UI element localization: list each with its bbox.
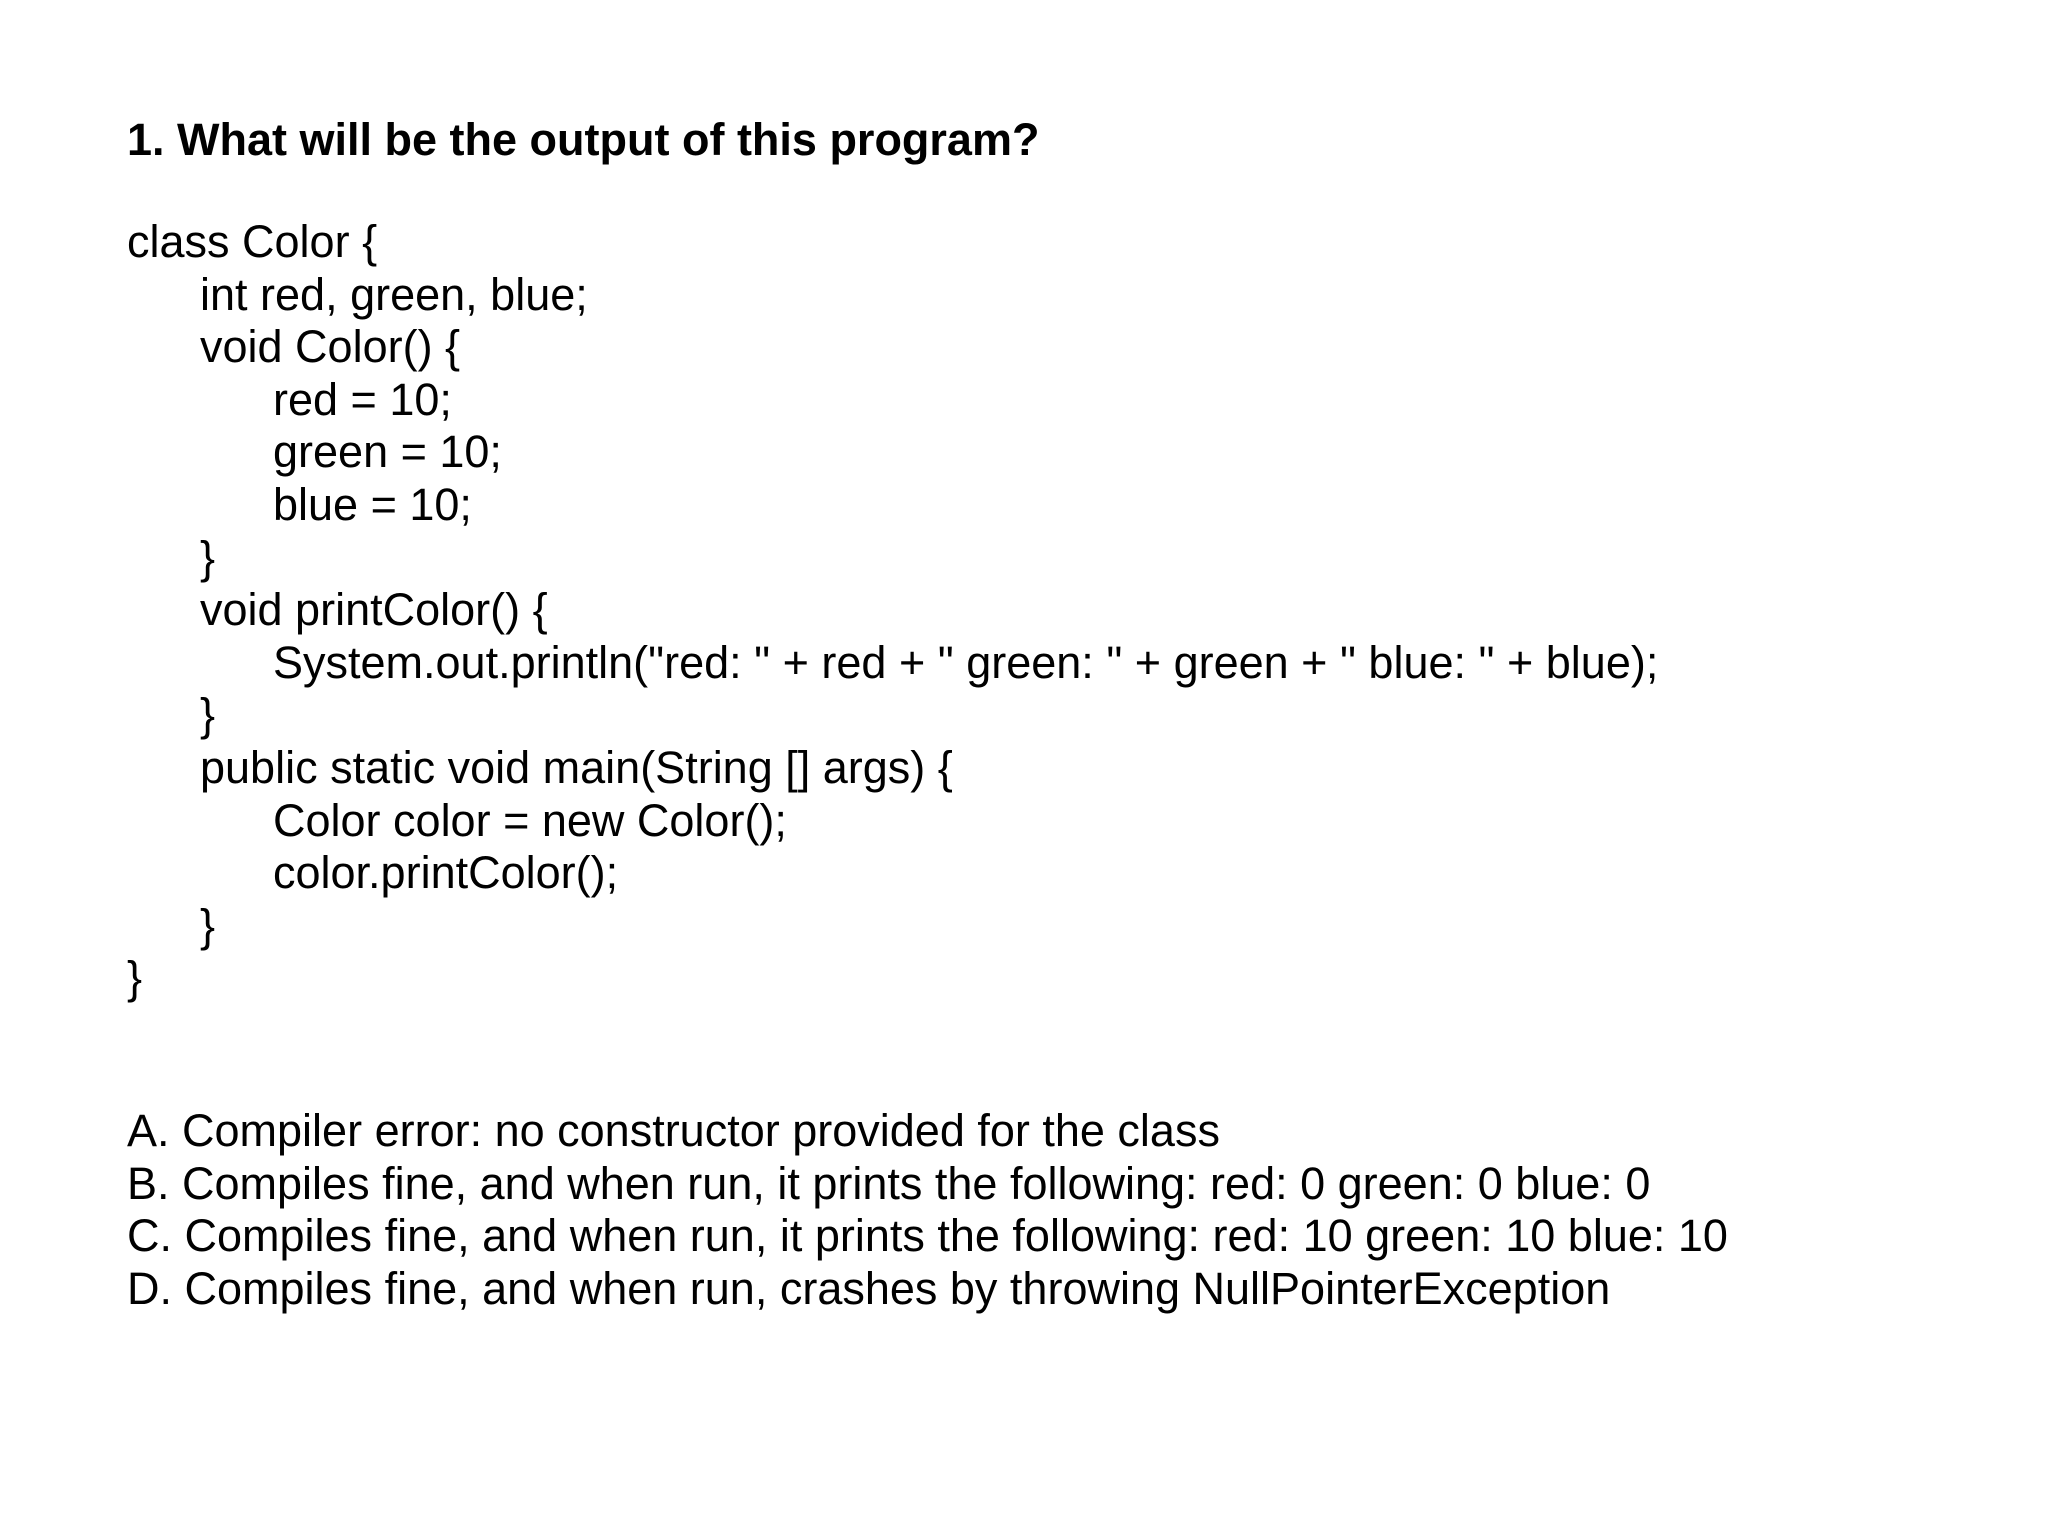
code-line: void printColor() { xyxy=(200,584,548,636)
code-line: void Color() { xyxy=(200,321,461,373)
code-line: } xyxy=(200,899,216,951)
code-line: color.printColor(); xyxy=(273,847,619,899)
question-title: 1. What will be the output of this program? xyxy=(127,114,1040,165)
code-line: class Color { xyxy=(127,216,378,267)
answer-options xyxy=(127,1105,1728,1315)
code-line: red = 10; xyxy=(273,373,452,425)
code-line: int red, green, blue; xyxy=(200,268,588,320)
code-line: System.out.println("red: " + red + " green: " + green + " blue: " + blue); xyxy=(273,636,1659,688)
code-listing xyxy=(127,216,1658,1005)
code-line: } xyxy=(200,531,216,583)
code-line: green = 10; xyxy=(273,426,502,478)
code-line: } xyxy=(127,952,143,1004)
code-line: public static void main(String [] args) { xyxy=(200,741,953,793)
code-line: blue = 10; xyxy=(273,478,472,530)
code-line: Color color = new Color(); xyxy=(273,794,787,846)
option-d: D. Compiles fine, and when run, crashes by throwing NullPointerException xyxy=(127,1262,1611,1314)
option-b: B. Compiles fine, and when run, it prints the following: red: 0 green: 0 blue: 0 xyxy=(127,1157,1651,1209)
option-c: C. Compiles fine, and when run, it prints the following: red: 10 green: 10 blue: 10 xyxy=(127,1210,1728,1262)
option-a: A. Compiler error: no constructor provided for the class xyxy=(127,1105,1220,1156)
code-line: } xyxy=(200,689,216,741)
